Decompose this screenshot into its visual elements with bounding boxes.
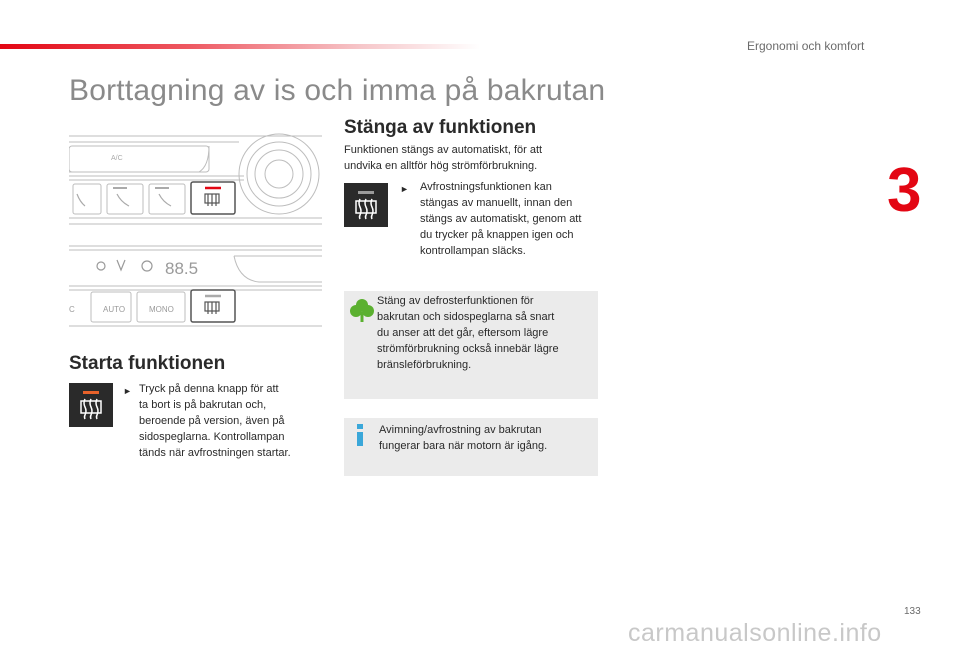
mono-label: MONO bbox=[149, 305, 174, 314]
eco-line: du anser att det går, eftersom lägre bbox=[377, 327, 549, 339]
start-line: tänds när avfrostningen startar. bbox=[139, 447, 291, 459]
info-tip-text bbox=[379, 422, 594, 454]
climate-panel-illustration-bottom bbox=[69, 242, 322, 330]
eco-tip-box bbox=[344, 291, 598, 399]
eco-line: bränsleförbrukning. bbox=[377, 359, 472, 371]
eco-line: Stäng av defrosterfunktionen för bbox=[377, 295, 534, 307]
climate-panel-illustration-top bbox=[69, 132, 322, 228]
climate-panel-bottom-drawing bbox=[69, 242, 322, 330]
stop-line: du trycker på knappen igen och bbox=[420, 229, 574, 241]
start-line: sidospeglarna. Kontrollampan bbox=[139, 431, 285, 443]
eco-line: bakrutan och sidospeglarna så snart bbox=[377, 311, 555, 323]
header-accent-bar bbox=[0, 44, 480, 49]
stop-line: Avfrostningsfunktionen kan bbox=[420, 181, 552, 193]
stop-intro-line: undvika en alltför hög strömförbrukning. bbox=[344, 160, 538, 172]
start-line: beroende på version, även på bbox=[139, 415, 285, 427]
c-label: C bbox=[69, 305, 75, 314]
watermark: carmanualsonline.info bbox=[628, 619, 882, 647]
eco-line: strömförbrukning också innebär lägre bbox=[377, 343, 559, 355]
auto-label: AUTO bbox=[103, 305, 126, 314]
start-heading: Starta funktionen bbox=[69, 353, 226, 374]
info-line: Avimning/avfrostning av bakrutan bbox=[379, 424, 542, 436]
rear-defrost-button-on-icon bbox=[69, 383, 113, 427]
chapter-number: 3 bbox=[887, 156, 922, 225]
eco-tip-text bbox=[377, 293, 597, 373]
start-instruction bbox=[139, 381, 319, 461]
stop-line: stängas av manuellt, innan den bbox=[420, 197, 573, 209]
stop-heading: Stänga av funktionen bbox=[344, 117, 537, 138]
rear-defrost-button-off-icon bbox=[344, 183, 388, 227]
info-icon bbox=[353, 424, 367, 446]
page-title: Borttagning av is och imma på bakrutan bbox=[69, 74, 606, 107]
section-label: Ergonomi och komfort bbox=[747, 39, 865, 53]
display-value: 88.5 bbox=[165, 259, 199, 278]
info-tip-box bbox=[344, 418, 598, 476]
bullet-arrow-icon: ► bbox=[123, 386, 132, 396]
bullet-arrow-icon: ► bbox=[400, 184, 409, 194]
stop-instruction bbox=[420, 179, 600, 259]
stop-intro-line: Funktionen stängs av automatiskt, för att bbox=[344, 144, 543, 156]
info-line: fungerar bara när motorn är igång. bbox=[379, 440, 548, 452]
stop-intro bbox=[344, 142, 594, 174]
tree-icon bbox=[350, 297, 374, 323]
climate-panel-top-drawing bbox=[69, 132, 322, 228]
stop-line: kontrollampan släcks. bbox=[420, 245, 526, 257]
stop-line: stängs av automatiskt, genom att bbox=[420, 213, 582, 225]
ac-label: A/C bbox=[111, 155, 123, 162]
start-line: ta bort is på bakrutan och, bbox=[139, 399, 267, 411]
page-number: 133 bbox=[904, 606, 921, 617]
start-line: Tryck på denna knapp för att bbox=[139, 383, 279, 395]
